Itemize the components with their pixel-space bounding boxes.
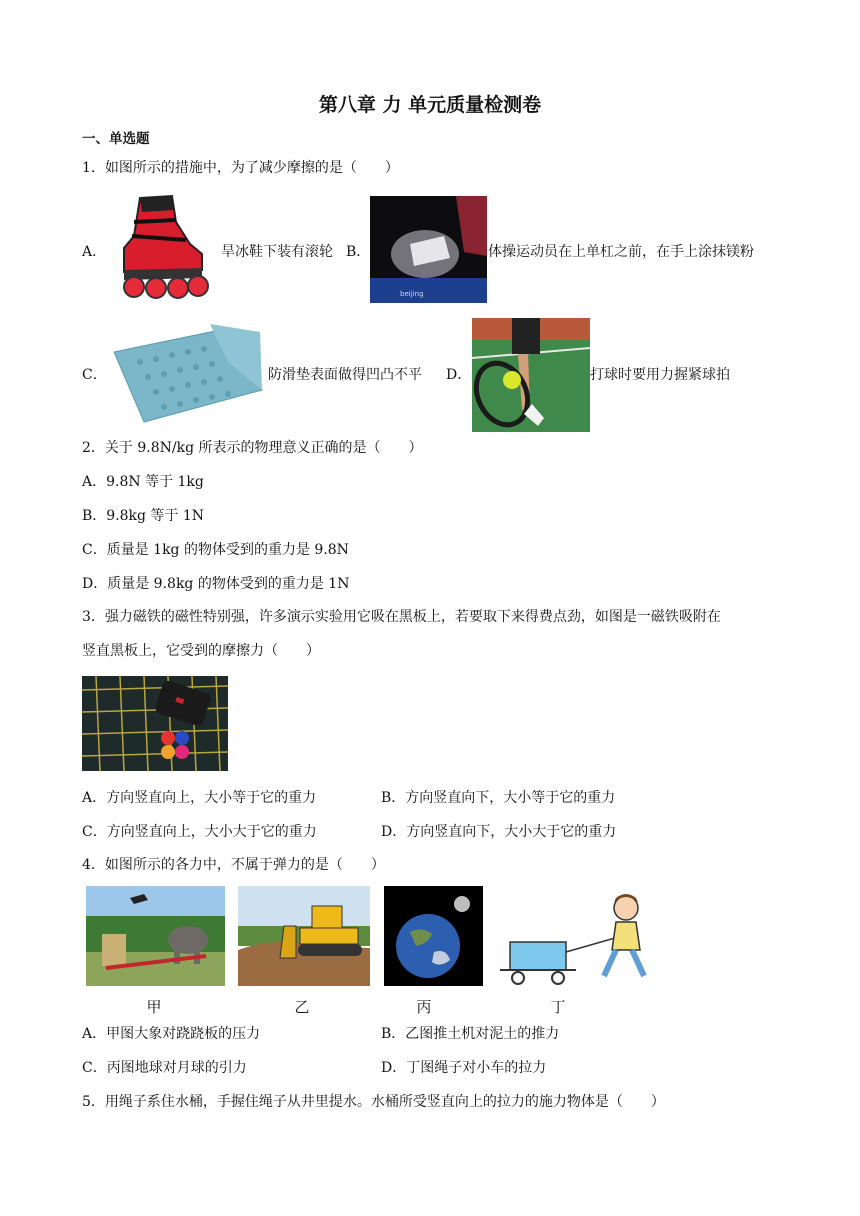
q1-option-a-letter: A．: [82, 244, 107, 260]
gymnast-chalk-image: [370, 196, 487, 303]
q2-option-a: A．9.8N 等于 1kg: [82, 474, 204, 490]
q3-option-d: D．方向竖直向下，大小大于它的重力: [381, 824, 617, 840]
figure-caption-yi: 乙: [294, 998, 310, 1016]
earth-moon-image: [384, 886, 483, 986]
svg-text:beijing: beijing: [400, 290, 424, 298]
q1-option-b-text: 体操运动员在上单杠之前，在手上涂抹镁粉: [488, 244, 754, 260]
q2-option-c: C．质量是 1kg 的物体受到的重力是 9.8N: [82, 542, 349, 558]
page-title: 第八章 力 单元质量检测卷: [318, 94, 542, 116]
magnet-blackboard-image: [82, 676, 228, 771]
q2-stem: 2．关于 9.8N/kg 所表示的物理意义正确的是（ ）: [82, 440, 423, 456]
q3-option-b: B．方向竖直向下，大小等于它的重力: [381, 790, 616, 806]
section-heading: 一、单选题: [82, 131, 150, 147]
q4-option-d: D．丁图绳子对小车的拉力: [381, 1060, 547, 1076]
q1-option-c-text: 防滑垫表面做得凹凸不平: [268, 367, 422, 383]
q2-option-d: D．质量是 9.8kg 的物体受到的重力是 1N: [82, 576, 350, 592]
q4-option-b: B．乙图推土机对泥土的推力: [381, 1026, 560, 1042]
figure-caption-jia: 甲: [146, 998, 162, 1016]
bulldozer-image: [238, 886, 370, 986]
q2-option-b: B．9.8kg 等于 1N: [82, 508, 205, 524]
q3-stem-line2: 竖直黑板上，它受到的摩擦力（ ）: [82, 643, 320, 659]
figure-caption-bing: 丙: [416, 998, 432, 1016]
q3-stem-line1: 3．强力磁铁的磁性特别强，许多演示实验用它吸在黑板上，若要取下来得费点劲，如图是一磁铁吸附在: [82, 609, 721, 625]
q4-stem: 4．如图所示的各力中，不属于弹力的是（ ）: [82, 857, 385, 873]
tennis-racket-image: [472, 318, 590, 432]
anti-slip-mat-image: [110, 322, 265, 426]
q1-stem: 1．如图所示的措施中，为了减少摩擦的是（ ）: [82, 160, 399, 176]
q4-option-a: A．甲图大象对跷跷板的压力: [82, 1026, 261, 1042]
rope-pulling-cart-image: [496, 890, 664, 988]
q1-option-d-text: 打球时要用力握紧球拍: [590, 367, 730, 383]
q4-option-c: C．丙图地球对月球的引力: [82, 1060, 247, 1076]
elephant-seesaw-image: [86, 886, 225, 986]
q3-option-c: C．方向竖直向上，大小大于它的重力: [82, 824, 317, 840]
figure-caption-ding: 丁: [550, 998, 566, 1016]
q1-option-b-letter: B．: [346, 244, 371, 260]
q5-stem: 5．用绳子系住水桶，手握住绳子从井里提水。水桶所受竖直向上的拉力的施力物体是（ ）: [82, 1094, 665, 1110]
q1-option-c-letter: C．: [82, 367, 107, 383]
roller-skate-image: [110, 192, 214, 300]
q1-option-d-letter: D．: [446, 367, 472, 383]
q1-option-a-text: 旱冰鞋下装有滚轮: [221, 244, 333, 260]
q3-option-a: A．方向竖直向上，大小等于它的重力: [82, 790, 317, 806]
